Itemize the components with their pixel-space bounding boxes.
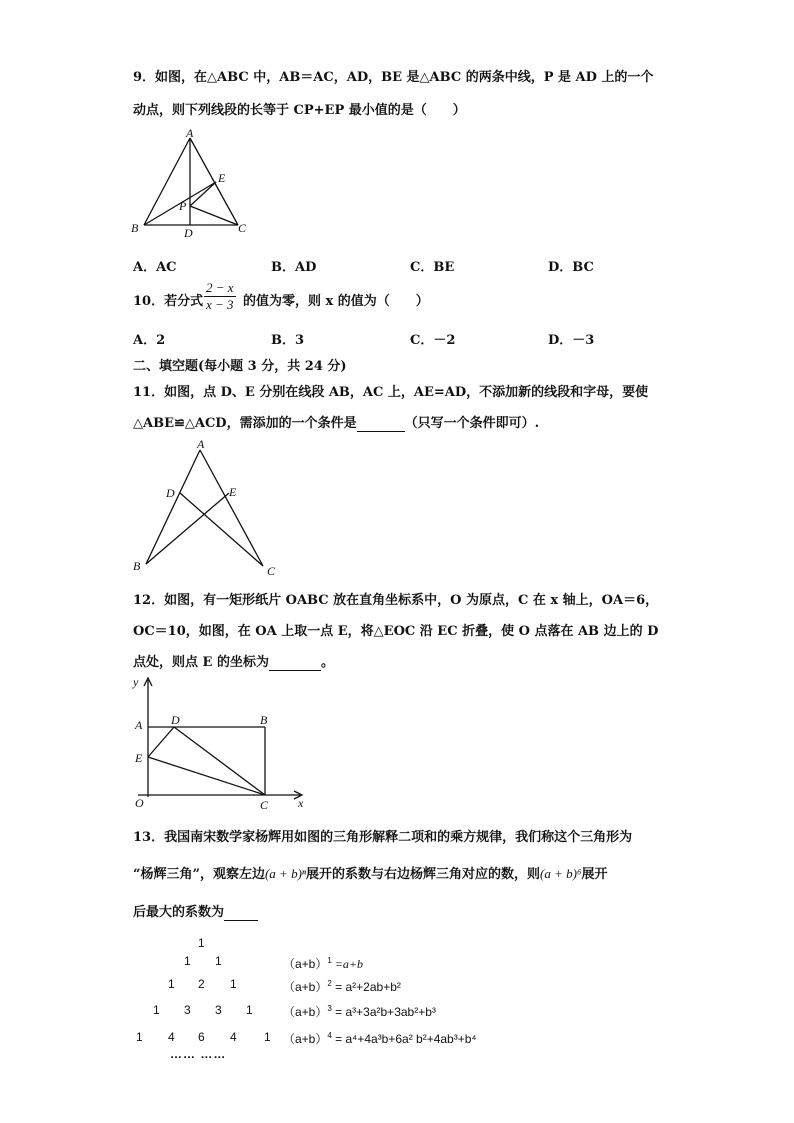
q13-text-line3 [133,901,258,921]
triangle-r3-c0: 1 [153,1003,160,1017]
q11-line2-end: （只写一个条件即可）. [404,416,540,431]
triangle-r3-c2: 3 [215,1003,222,1017]
q9-text-line1: 9．如图，在△ABC 中，AB＝AC，AD，BE 是△ABC 的两条中线，P 是 AD 上的一个 [133,70,654,85]
q11-label-c: C [267,564,276,578]
q12-line3-end: 。 [320,655,334,670]
q10-prefix: 10．若分式 [133,294,204,309]
q12-label-d: D [171,713,180,727]
q12-label-a: A [135,718,143,732]
q9-option-b: B．AD [271,260,317,275]
q13-line2-end: 展开 [581,867,608,882]
triangle-r2-c0: 1 [168,977,175,991]
triangle-r4-c0: 1 [136,1030,143,1044]
q9-label-c: C [238,221,247,235]
triangle-r1-c0: 1 [184,954,191,968]
triangle-r4-c2: 6 [198,1030,205,1044]
triangle-r3-c1: 3 [184,1003,191,1017]
q12-coordinate-figure [128,672,313,814]
q12-label-b: B [260,713,268,727]
q11-figure [128,436,288,578]
triangle-r1-c1: 1 [215,954,222,968]
q9-label-b: B [131,221,139,235]
expansion-1-exp: 1 [327,956,332,965]
section2-heading: 二、填空题(每小题 3 分，共 24 分) [133,359,347,374]
q9-option-d: D．BC [548,260,594,275]
q10-fraction [204,280,236,313]
q9-triangle-figure [128,128,258,240]
q10-fraction-denominator: x − 3 [206,297,234,312]
q10-option-b: B．3 [271,333,305,348]
q12-label-e: E [135,751,143,765]
q12-label-y: y [133,675,139,689]
q12-text-line2: OC＝10，如图，在 OA 上取一点 E，将△EOC 沿 EC 折叠，使 O 点落在 AB 边上的 D [133,624,659,639]
expansion-2-rhs: = a²+2ab+b² [331,980,401,994]
expansion-2 [283,978,401,995]
q11-line2-start: △ABE≌△ACD，需添加的一个条件是 [133,416,357,431]
triangle-r4-c4: 1 [264,1030,271,1044]
expansion-1-rhs: =a+b [331,957,364,971]
q11-label-b: B [133,559,141,573]
q12-answer-blank[interactable] [269,655,321,671]
q10-option-a: A．2 [133,333,166,348]
q13-text-line1: 13．我国南宋数学家杨辉用如图的三角形解释二项和的乘方规律，我们称这个三角形为 [133,830,633,845]
expansion-3-exp: 3 [327,1004,332,1013]
q9-option-a: A．AC [133,260,177,275]
q11-label-a: A [197,437,205,451]
q11-answer-blank[interactable] [357,416,405,432]
q12-label-c: C [260,798,269,812]
q13-line3-start: 后最大的系数为 [133,905,225,920]
q11-label-d: D [166,486,175,500]
q9-label-e: E [218,171,226,185]
q10-option-d: D．－3 [548,333,595,348]
q13-expression-n: (a + b)ⁿ [264,866,306,881]
q13-text-line2 [133,863,607,882]
triangle-r0-c0: 1 [198,936,205,950]
expansion-1 [283,955,363,972]
expansion-1-lhs: （a+b） [283,957,328,971]
triangle-r2-c2: 1 [230,977,237,991]
q9-label-a: A [186,128,194,140]
expansion-2-lhs: （a+b） [283,980,328,994]
q12-line3-start: 点处，则点 E 的坐标为 [133,655,269,670]
q12-text-line1: 12．如图，有一矩形纸片 OABC 放在直角坐标系中，O 为原点，C 在 x 轴上，OA＝6， [133,593,659,608]
q9-text-line2: 动点，则下列线段的长等于 CP+EP 最小值的是（ ） [133,103,466,118]
q10-fraction-numerator: 2 − x [206,280,234,295]
q10-suffix: 的值为零，则 x 的值为（ ） [243,294,429,309]
expansion-3-rhs: = a³+3a²b+3ab²+b³ [331,1005,436,1019]
q12-label-x: x [298,796,304,810]
expansion-4-exp: 4 [327,1031,332,1040]
expansion-3 [283,1003,436,1020]
q13-expression-6: (a + b)⁶ [540,866,582,881]
q12-text-line3 [133,651,334,671]
q13-answer-blank[interactable] [224,905,258,921]
q11-label-e: E [229,485,237,499]
q11-text-line1: 11．如图，点 D、E 分别在线段 AB，AC 上，AE=AD，不添加新的线段和字母，要使 [133,385,649,400]
expansion-4-rhs: = a⁴+4a³b+6a² b²+4ab³+b⁴ [331,1032,477,1046]
expansion-4-lhs: （a+b） [283,1032,328,1046]
triangle-r3-c3: 1 [246,1003,253,1017]
q9-option-c: C．BE [410,260,455,275]
q9-label-d: D [184,226,193,240]
expansion-3-lhs: （a+b） [283,1005,328,1019]
q13-line2-start: “杨辉三角”，观察左边 [133,867,265,882]
q13-line2-middle: 展开的系数与右边杨辉三角对应的数，则 [306,867,541,882]
triangle-r2-c1: 2 [198,977,205,991]
expansion-2-exp: 2 [327,979,332,988]
q12-label-o: O [135,796,144,810]
q11-text-line2 [133,412,539,432]
q9-label-p: P [179,199,187,213]
triangle-continuation-dots: …… …… [170,1047,227,1061]
triangle-r4-c3: 4 [230,1030,237,1044]
expansion-4 [283,1030,477,1047]
triangle-r4-c1: 4 [168,1030,175,1044]
q10-option-c: C．－2 [410,333,456,348]
